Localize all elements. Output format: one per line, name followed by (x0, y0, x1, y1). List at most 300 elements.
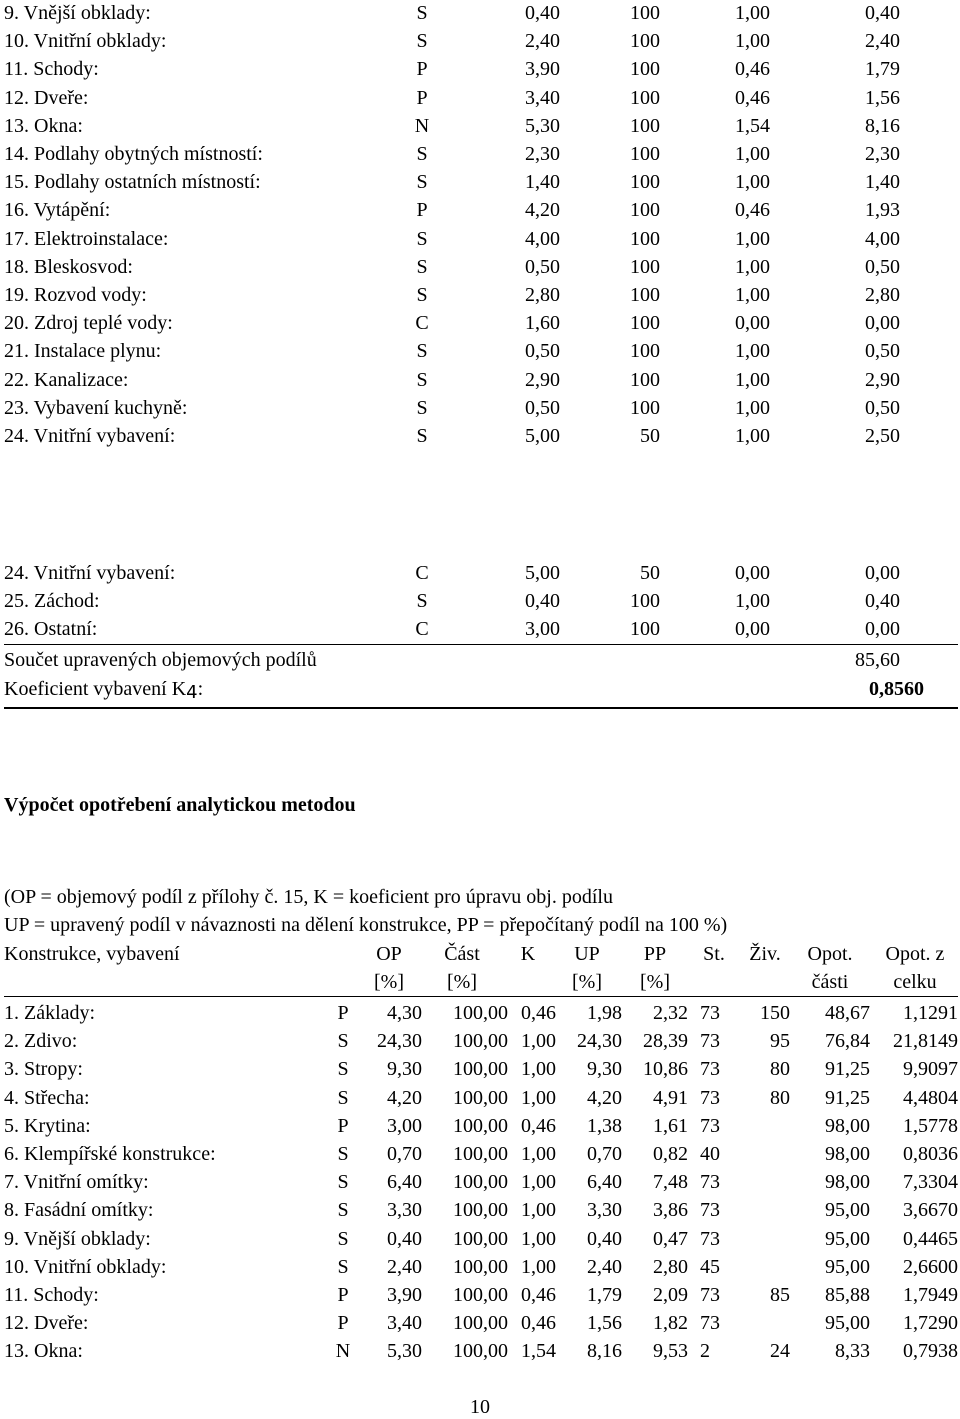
construction-name: 4. Střecha: (4, 1086, 90, 1109)
header-cast: Část (444, 943, 480, 965)
up-value: 1,79 (865, 58, 900, 81)
construction-name: 10. Vnitřní obklady: (4, 30, 167, 53)
header-ziv: Živ. (749, 943, 781, 965)
header-st: St. (703, 943, 725, 965)
construction-category: S (416, 590, 428, 613)
table-row (0, 560, 960, 586)
age-value: 73 (700, 1284, 720, 1306)
op-value: 0,50 (525, 255, 560, 278)
construction-category: P (337, 1002, 349, 1024)
wear-part-value: 98,00 (825, 1143, 870, 1165)
coefficient-value: 1,00 (735, 2, 770, 24)
up-value: 4,20 (587, 1086, 622, 1109)
up-value: 2,90 (865, 368, 900, 391)
table-b-header-line (4, 996, 958, 997)
table-row (0, 226, 960, 252)
coefficient-value: 1,00 (521, 1086, 556, 1109)
op-value: 3,00 (525, 618, 560, 641)
wear-part-value: 98,00 (825, 1171, 870, 1194)
construction-name: 9. Vnější obklady: (4, 1227, 151, 1250)
part-value: 100,00 (453, 1114, 508, 1137)
op-value: 2,40 (387, 1255, 422, 1278)
table-row (0, 310, 960, 336)
percent-value: 100 (630, 368, 660, 391)
wear-total-value: 4,4804 (903, 1086, 958, 1109)
construction-category: S (337, 1143, 349, 1165)
coefficient-value: 1,00 (521, 1143, 556, 1165)
table-row (0, 1197, 960, 1223)
construction-category: C (415, 562, 429, 584)
table-row (0, 338, 960, 364)
construction-name: 24. Vnitřní vybavení: (4, 425, 176, 447)
table-row (0, 169, 960, 195)
percent-value: 100 (630, 171, 660, 194)
op-value: 3,90 (525, 58, 560, 81)
up-value: 0,50 (865, 340, 900, 363)
divider-line (4, 644, 958, 645)
up-value: 2,80 (865, 284, 900, 306)
note-line-1: (OP = objemový podíl z přílohy č. 15, K = koeficient pro úpravu obj. podílu (4, 886, 613, 908)
up-value: 2,40 (587, 1255, 622, 1278)
construction-category: S (337, 1030, 349, 1053)
construction-name: 12. Dveře: (4, 1312, 89, 1335)
header-up: UP (574, 943, 600, 965)
coefficient-value: 0,46 (735, 58, 770, 81)
construction-category: S (416, 30, 428, 53)
op-value: 5,30 (525, 114, 560, 137)
op-value: 4,30 (387, 1002, 422, 1024)
construction-name: 17. Elektroinstalace: (4, 227, 169, 250)
percent-value: 100 (630, 312, 660, 335)
construction-category: S (416, 396, 428, 419)
construction-category: P (337, 1312, 349, 1335)
wear-total-value: 0,7938 (903, 1340, 958, 1363)
coefficient-value: 1,00 (735, 590, 770, 613)
coefficient-value: 1,00 (735, 143, 770, 165)
coefficient-value: 0,46 (521, 1114, 556, 1137)
op-value: 4,20 (525, 199, 560, 222)
pp-value: 1,82 (653, 1312, 688, 1335)
percent-value: 100 (630, 2, 660, 24)
wear-part-value: 95,00 (825, 1255, 870, 1278)
wear-total-value: 7,3304 (903, 1171, 958, 1194)
up-value: 0,50 (865, 255, 900, 278)
construction-category: N (414, 114, 430, 137)
age-value: 73 (700, 1171, 720, 1194)
age-value: 73 (700, 1199, 720, 1222)
op-value: 1,40 (525, 171, 560, 194)
op-value: 2,80 (525, 284, 560, 306)
sum-label: Součet upravených objemových podílů (4, 649, 317, 671)
coefficient-value: 1,00 (735, 227, 770, 250)
coefficient-value: 1,54 (735, 114, 770, 137)
construction-name: 3. Stropy: (4, 1058, 83, 1081)
table-row (0, 141, 960, 167)
percent-value: 100 (630, 590, 660, 613)
construction-category: S (337, 1058, 349, 1081)
table-b-header-2 (0, 969, 960, 995)
pp-value: 28,39 (643, 1030, 688, 1053)
construction-name: 11. Schody: (4, 58, 99, 81)
up-value: 0,70 (587, 1143, 622, 1165)
table-row (0, 423, 960, 449)
percent-value: 100 (630, 396, 660, 419)
part-value: 100,00 (453, 1143, 508, 1165)
part-value: 100,00 (453, 1086, 508, 1109)
wear-total-value: 3,6670 (903, 1199, 958, 1222)
up-value: 0,00 (865, 312, 900, 335)
pp-value: 0,82 (653, 1143, 688, 1165)
wear-part-value: 98,00 (825, 1114, 870, 1137)
percent-value: 100 (630, 255, 660, 278)
sum-row (0, 647, 960, 673)
table-row (0, 1113, 960, 1139)
up-value: 1,56 (587, 1312, 622, 1335)
coefficient-value: 1,00 (735, 340, 770, 363)
coefficient-value: 0,46 (735, 86, 770, 109)
part-value: 100,00 (453, 1002, 508, 1024)
up-value: 0,00 (865, 562, 900, 584)
construction-name: 22. Kanalizace: (4, 368, 129, 391)
header-op: OP (376, 943, 402, 965)
op-value: 2,40 (525, 30, 560, 53)
wear-part-value: 95,00 (825, 1227, 870, 1250)
section-title: Výpočet opotřebení analytickou metodou (4, 794, 356, 816)
coefficient-value: 0,00 (735, 312, 770, 335)
table-row (0, 1310, 960, 1336)
construction-name: 19. Rozvod vody: (4, 284, 147, 306)
coefficient-value: 1,00 (735, 396, 770, 419)
up-value: 1,38 (587, 1114, 622, 1137)
construction-category: S (416, 340, 428, 363)
table-row (0, 395, 960, 421)
pp-value: 1,61 (653, 1114, 688, 1137)
percent-value: 100 (630, 30, 660, 53)
op-value: 4,00 (525, 227, 560, 250)
op-value: 24,30 (377, 1030, 422, 1053)
coefficient-value: 1,00 (735, 30, 770, 53)
coefficient-value: 1,00 (521, 1058, 556, 1081)
table-row (0, 56, 960, 82)
construction-name: 23. Vybavení kuchyně: (4, 396, 188, 419)
op-value: 0,40 (525, 2, 560, 24)
wear-total-value: 9,9097 (903, 1058, 958, 1081)
header-opot-celku: Opot. z (885, 943, 945, 965)
construction-name: 20. Zdroj teplé vody: (4, 312, 173, 335)
construction-category: S (337, 1171, 349, 1194)
table-row (0, 197, 960, 223)
table-row (0, 1254, 960, 1280)
up-value: 8,16 (587, 1340, 622, 1363)
construction-category: S (337, 1199, 349, 1222)
op-value: 3,30 (387, 1199, 422, 1222)
up-value: 6,40 (587, 1171, 622, 1194)
up-value: 9,30 (587, 1058, 622, 1081)
table-row (0, 254, 960, 280)
construction-category: S (416, 368, 428, 391)
part-value: 100,00 (453, 1171, 508, 1194)
coefficient-value: 1,00 (521, 1255, 556, 1278)
construction-name: 16. Vytápění: (4, 199, 111, 222)
up-value: 8,16 (865, 114, 900, 137)
construction-name: 9. Vnější obklady: (4, 2, 151, 24)
coefficient-value: 1,00 (521, 1171, 556, 1194)
k4-subscript: 4 (186, 682, 198, 703)
age-value: 2 (700, 1340, 710, 1363)
percent-value: 100 (630, 143, 660, 165)
construction-name: 25. Záchod: (4, 590, 100, 613)
up-value: 4,00 (865, 227, 900, 250)
coefficient-value: 1,00 (735, 255, 770, 278)
part-value: 100,00 (453, 1340, 508, 1363)
part-value: 100,00 (453, 1312, 508, 1335)
coefficient-value: 1,00 (521, 1030, 556, 1053)
pp-value: 2,80 (653, 1255, 688, 1278)
coefficient-value: 0,46 (521, 1312, 556, 1335)
wear-total-value: 1,7290 (903, 1312, 958, 1335)
wear-total-value: 1,7949 (903, 1284, 958, 1306)
percent-value: 100 (630, 340, 660, 363)
construction-category: C (415, 312, 429, 335)
construction-name: 7. Vnitřní omítky: (4, 1171, 149, 1194)
table-row (0, 85, 960, 111)
wear-total-value: 1,1291 (903, 1002, 958, 1024)
divider-line-bottom (4, 707, 958, 709)
construction-category: P (337, 1114, 349, 1137)
coefficient-value: 1,00 (735, 368, 770, 391)
construction-category: S (416, 227, 428, 250)
lifetime-value: 150 (760, 1002, 790, 1024)
lifetime-value: 80 (770, 1086, 790, 1109)
construction-category: P (337, 1284, 349, 1306)
op-value: 4,20 (387, 1086, 422, 1109)
construction-name: 5. Krytina: (4, 1114, 91, 1137)
k4-value: 0,8560 (869, 678, 924, 700)
coefficient-value: 1,00 (521, 1199, 556, 1222)
header-celku: celku (893, 971, 937, 993)
construction-category: C (415, 618, 429, 641)
construction-name: 13. Okna: (4, 114, 83, 137)
up-value: 0,40 (865, 2, 900, 24)
coefficient-value: 0,00 (735, 562, 770, 584)
construction-name: 26. Ostatní: (4, 618, 98, 641)
up-value: 1,40 (865, 171, 900, 194)
op-value: 2,90 (525, 368, 560, 391)
wear-total-value: 0,4465 (903, 1227, 958, 1250)
age-value: 73 (700, 1002, 720, 1024)
op-value: 0,50 (525, 340, 560, 363)
wear-total-value: 0,8036 (903, 1143, 958, 1165)
wear-part-value: 95,00 (825, 1199, 870, 1222)
wear-part-value: 85,88 (825, 1284, 870, 1306)
page-number: 10 (470, 1396, 490, 1418)
percent-value: 100 (630, 284, 660, 306)
header-construction: Konstrukce, vybavení (4, 943, 180, 965)
op-value: 3,40 (387, 1312, 422, 1335)
coefficient-value: 1,00 (735, 284, 770, 306)
part-value: 100,00 (453, 1284, 508, 1306)
age-value: 73 (700, 1030, 720, 1053)
up-value: 1,93 (865, 199, 900, 222)
construction-category: S (416, 425, 428, 447)
percent-value: 100 (630, 114, 660, 137)
coefficient-value: 0,46 (521, 1002, 556, 1024)
construction-name: 8. Fasádní omítky: (4, 1199, 154, 1222)
construction-category: N (335, 1340, 351, 1363)
op-value: 5,00 (525, 562, 560, 584)
table-row (0, 1000, 960, 1026)
up-value: 3,30 (587, 1199, 622, 1222)
table-row (0, 1141, 960, 1167)
construction-name: 24. Vnitřní vybavení: (4, 562, 176, 584)
op-value: 2,30 (525, 143, 560, 165)
up-value: 2,30 (865, 143, 900, 165)
wear-part-value: 76,84 (825, 1030, 870, 1053)
part-value: 100,00 (453, 1255, 508, 1278)
part-value: 100,00 (453, 1199, 508, 1222)
op-value: 0,40 (387, 1227, 422, 1250)
wear-part-value: 95,00 (825, 1312, 870, 1335)
up-value: 0,40 (587, 1227, 622, 1250)
percent-value: 100 (630, 199, 660, 222)
wear-part-value: 48,67 (825, 1002, 870, 1024)
up-value: 24,30 (577, 1030, 622, 1053)
construction-name: 21. Instalace plynu: (4, 340, 162, 363)
lifetime-value: 85 (770, 1284, 790, 1306)
table-row (0, 1169, 960, 1195)
table-row (0, 588, 960, 614)
percent-value: 100 (630, 86, 660, 109)
construction-category: S (416, 171, 428, 194)
up-value: 2,40 (865, 30, 900, 53)
pp-value: 0,47 (653, 1227, 688, 1250)
op-value: 1,60 (525, 312, 560, 335)
table-row (0, 1282, 960, 1308)
wear-total-value: 1,5778 (903, 1114, 958, 1137)
up-value: 1,56 (865, 86, 900, 109)
table-row (0, 1338, 960, 1364)
header-opot-casti: Opot. (807, 943, 853, 965)
construction-name: 18. Bleskosvod: (4, 255, 133, 278)
construction-category: S (416, 255, 428, 278)
op-value: 3,00 (387, 1114, 422, 1137)
pp-value: 10,86 (643, 1058, 688, 1081)
pp-value: 2,09 (653, 1284, 688, 1306)
op-value: 0,40 (525, 590, 560, 613)
part-value: 100,00 (453, 1058, 508, 1081)
wear-part-value: 91,25 (825, 1086, 870, 1109)
construction-name: 6. Klempířské konstrukce: (4, 1143, 216, 1165)
table-row (0, 282, 960, 308)
construction-name: 13. Okna: (4, 1340, 83, 1363)
pp-value: 4,91 (653, 1086, 688, 1109)
age-value: 73 (700, 1114, 720, 1137)
table-row (0, 113, 960, 139)
percent-value: 50 (640, 425, 660, 447)
k4-label: Koeficient vybavení K4: (4, 678, 204, 703)
up-value: 0,40 (865, 590, 900, 613)
up-value: 2,50 (865, 425, 900, 447)
up-value: 0,50 (865, 396, 900, 419)
construction-name: 15. Podlahy ostatních místností: (4, 171, 261, 194)
table-row (0, 1028, 960, 1054)
construction-category: S (337, 1255, 349, 1278)
pp-value: 7,48 (653, 1171, 688, 1194)
up-value: 0,00 (865, 618, 900, 641)
lifetime-value: 24 (770, 1340, 790, 1363)
coefficient-value: 0,00 (735, 618, 770, 641)
construction-category: S (416, 284, 428, 306)
age-value: 73 (700, 1058, 720, 1081)
coefficient-value: 1,54 (521, 1340, 556, 1363)
construction-category: S (337, 1227, 349, 1250)
table-row (0, 1085, 960, 1111)
header-k: K (520, 943, 536, 965)
header-op-unit: [%] (374, 971, 404, 993)
note-line-2: UP = upravený podíl v návaznosti na dělení konstrukce, PP = přepočítaný podíl na 100 %) (4, 914, 728, 936)
construction-category: P (416, 58, 428, 81)
table-row (0, 367, 960, 393)
table-row (0, 1226, 960, 1252)
age-value: 73 (700, 1086, 720, 1109)
construction-category: S (416, 2, 428, 24)
age-value: 73 (700, 1312, 720, 1335)
table-b-header-1 (0, 941, 960, 967)
op-value: 5,00 (525, 425, 560, 447)
part-value: 100,00 (453, 1030, 508, 1053)
op-value: 0,70 (387, 1143, 422, 1165)
table-row (0, 1056, 960, 1082)
header-pp-unit: [%] (640, 971, 670, 993)
construction-name: 2. Zdivo: (4, 1030, 78, 1053)
wear-total-value: 2,6600 (903, 1255, 958, 1278)
coefficient-value: 1,00 (735, 171, 770, 194)
op-value: 3,90 (387, 1284, 422, 1306)
table-row (0, 616, 960, 642)
wear-part-value: 91,25 (825, 1058, 870, 1081)
op-value: 0,50 (525, 396, 560, 419)
percent-value: 100 (630, 227, 660, 250)
coefficient-value: 1,00 (521, 1227, 556, 1250)
header-casti: části (811, 971, 849, 993)
coefficient-value: 0,46 (735, 199, 770, 222)
op-value: 5,30 (387, 1340, 422, 1363)
construction-name: 14. Podlahy obytných místností: (4, 143, 263, 165)
op-value: 9,30 (387, 1058, 422, 1081)
wear-part-value: 8,33 (835, 1340, 870, 1363)
lifetime-value: 95 (770, 1030, 790, 1053)
coefficient-value: 1,00 (735, 425, 770, 447)
op-value: 6,40 (387, 1171, 422, 1194)
construction-category: S (416, 143, 428, 165)
header-pp: PP (643, 943, 667, 965)
pp-value: 3,86 (653, 1199, 688, 1222)
table-row (0, 0, 960, 26)
k4-row (0, 676, 960, 702)
construction-name: 12. Dveře: (4, 86, 89, 109)
construction-category: P (416, 86, 428, 109)
construction-name: 1. Základy: (4, 1002, 96, 1024)
percent-value: 100 (630, 618, 660, 641)
wear-total-value: 21,8149 (893, 1030, 958, 1053)
part-value: 100,00 (453, 1227, 508, 1250)
table-row (0, 28, 960, 54)
age-value: 73 (700, 1227, 720, 1250)
up-value: 1,98 (587, 1002, 622, 1024)
construction-name: 11. Schody: (4, 1284, 99, 1306)
pp-value: 2,32 (653, 1002, 688, 1024)
construction-name: 10. Vnitřní obklady: (4, 1255, 167, 1278)
